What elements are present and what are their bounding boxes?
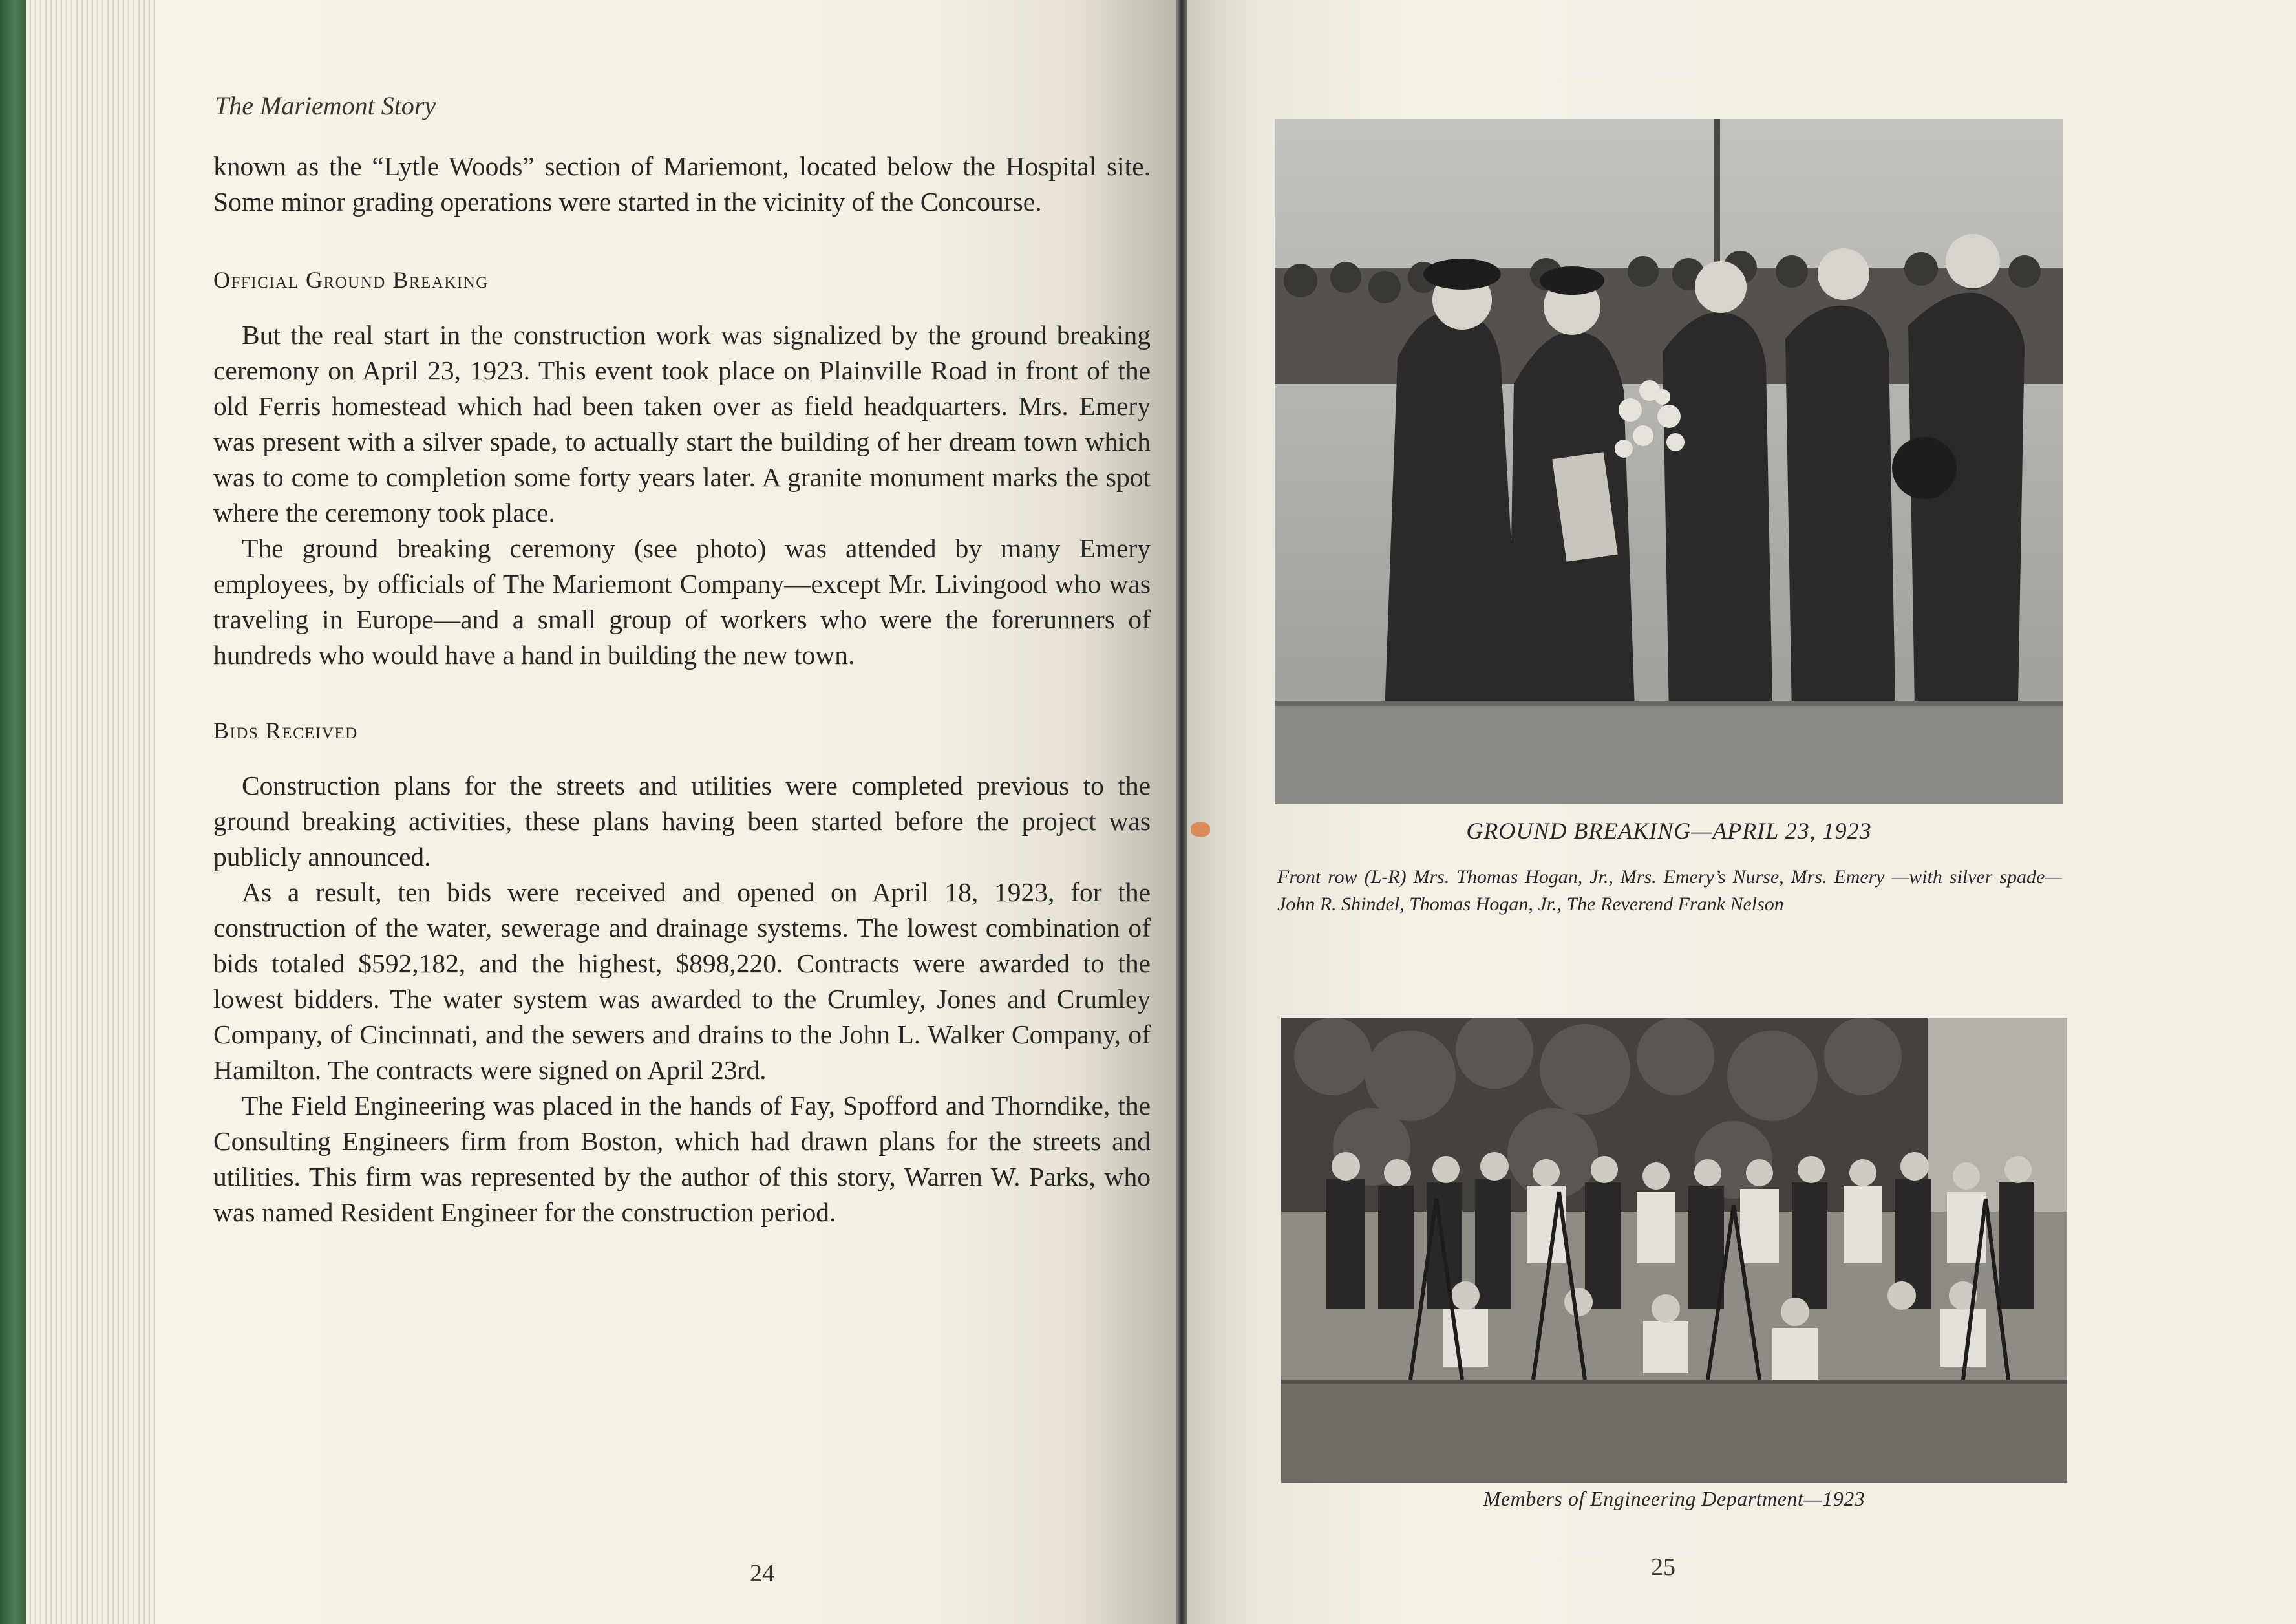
page-number-left: 24 bbox=[750, 1560, 774, 1587]
paragraph: Construction plans for the streets and utilities were completed previous to the ground breaking activities, these plans having been started before the project was publicly announced. bbox=[213, 771, 1151, 871]
engineering-department-photo bbox=[1281, 1018, 2067, 1483]
intro-paragraph: known as the “Lytle Woods” section of Mariemont, located below the Hospital site. Some minor grading operations were started in the vicinity of the Concourse. bbox=[213, 151, 1151, 217]
book-cover-edge bbox=[0, 0, 26, 1624]
ground-breaking-photo bbox=[1275, 119, 2063, 804]
page-stain bbox=[1191, 822, 1210, 837]
paragraph: The Field Engineering was placed in the hands of Fay, Spofford and Thorndike, the Consulting Engineers firm from Boston, which had drawn plans for the streets and utilities. This firm was represented by the author of this story, Warren W. Parks, who was named Resident Engineer for the construction period. bbox=[213, 1091, 1151, 1227]
running-head: The Mariemont Story bbox=[215, 91, 436, 120]
left-page-text bbox=[213, 149, 1151, 1230]
book-gutter bbox=[1176, 0, 1187, 1624]
section-heading-bids-received: Bids Received bbox=[213, 718, 358, 743]
photo-title: GROUND BREAKING—APRIL 23, 1923 bbox=[1466, 818, 1872, 844]
photo-caption: Front row (L-R) Mrs. Thomas Hogan, Jr., Mrs. Emery’s Nurse, Mrs. Emery —with silver spade—John R. Shindel, Thomas Hogan, Jr., The Reverend Frank Nelson bbox=[1277, 866, 2062, 915]
page-number-right: 25 bbox=[1651, 1554, 1675, 1581]
section-heading-ground-breaking: Official Ground Breaking bbox=[213, 267, 489, 293]
photo-caption-engineering: Members of Engineering Department—1923 bbox=[1483, 1487, 1865, 1510]
paragraph: The ground breaking ceremony (see photo) was attended by many Emery employees, by officials of The Mariemont Company—except Mr. Livingood who was traveling in Europe—and a small group of workers who were the forerunners of hundreds who would have a hand in building the new town. bbox=[213, 533, 1151, 670]
paragraph: But the real start in the construction work was signalized by the ground breaking ceremony on April 23, 1923. This event took place on Plainville Road in front of the old Ferris homestead which had been taken over as field headquarters. Mrs. Emery was present with a silver spade, to actually start the building of her dream town which was to come to completion some forty years later. A granite monument marks the spot where the ceremony took place. bbox=[213, 320, 1151, 528]
page-edges bbox=[26, 0, 155, 1624]
paragraph: As a result, ten bids were received and opened on April 18, 1923, for the construction of the water, sewerage and drainage systems. The lowest combination of bids totaled $592,182, and the highest, $898,220. Contracts were awarded to the lowest bidders. The water system was awarded to the Crumley, Jones and Crumley Company, of Cincinnati, and the sewers and drains to the John L. Walker Company, of Hamilton. The contracts were signed on April 23rd. bbox=[213, 877, 1151, 1085]
